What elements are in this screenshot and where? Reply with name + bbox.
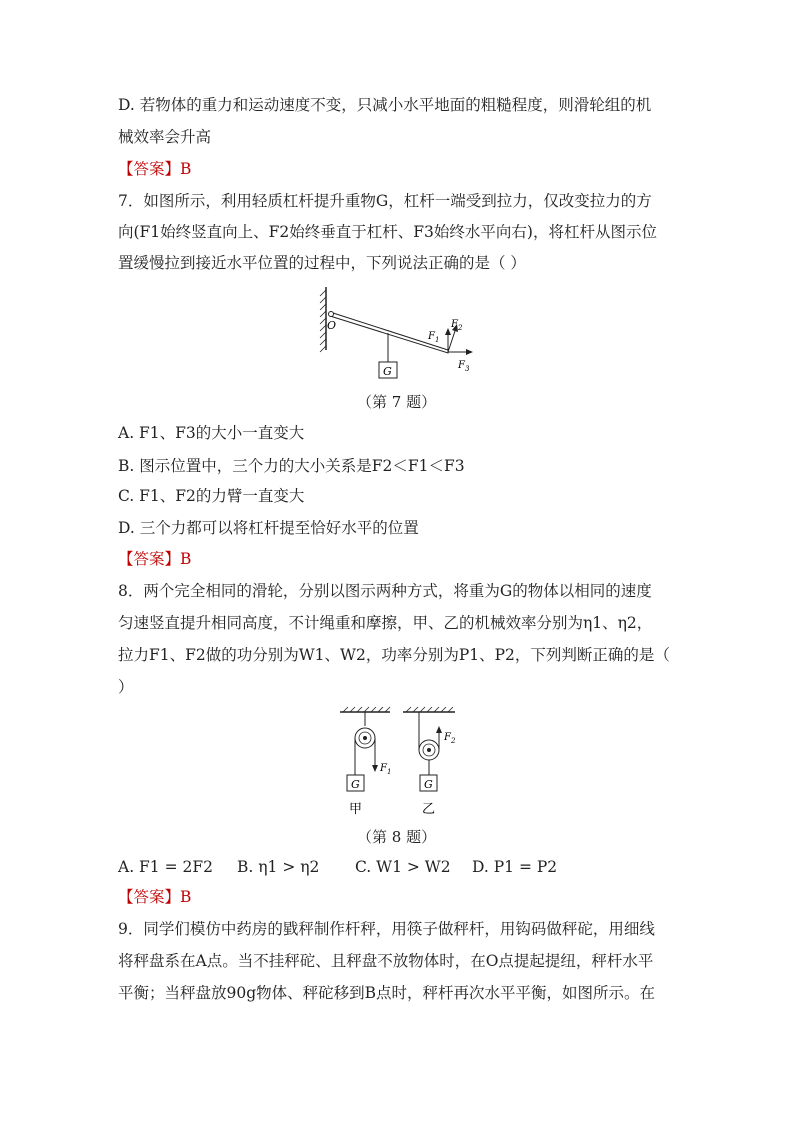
q9-stem-line2: 将秤盘系在A点。当不挂秤砣、且秤盘不放物体时，在O点提起提纽，秤杆水平 (118, 952, 654, 970)
left-weight-label: G (351, 778, 360, 791)
q7-option-b: B. 图示位置中，三个力的大小关系是F2＜F1＜F3 (118, 457, 465, 475)
q8-option-c: C. W1 > W2 (355, 858, 451, 876)
q8-option-a: A. F1 = 2F2 (118, 858, 213, 876)
right-weight-label: G (424, 778, 433, 791)
q7-option-a: A. F1、F3的大小一直变大 (118, 424, 305, 442)
q7-answer (118, 548, 191, 570)
q8-answer (118, 886, 191, 908)
answer-label: 【答案】 (118, 550, 181, 568)
q8-figure-caption: （第 8 题） (357, 828, 437, 846)
q7-figure-caption: （第 7 题） (357, 393, 437, 411)
q7-lever-figure (318, 282, 483, 382)
f1-label: $F_1$ (428, 331, 440, 344)
q8-stem-line3: 拉力F1、F2做的功分别为W1、W2，功率分别为P1、P2，下列判断正确的是（ (118, 646, 670, 664)
q8-stem-line1: 8．两个完全相同的滑轮，分别以图示两种方式，将重为G的物体以相同的速度 (118, 582, 652, 600)
answer-label: 【答案】 (118, 160, 181, 178)
answer-value: B (180, 550, 192, 568)
f3-label: $F_3$ (458, 360, 470, 373)
q6-option-d-line1: D. 若物体的重力和运动速度不变，只减小水平地面的粗糙程度，则滑轮组的机 (118, 96, 652, 114)
answer-value: B (180, 160, 192, 178)
answer-value: B (180, 888, 192, 906)
q8-option-b: B. η1 > η2 (237, 858, 320, 876)
q8-stem-line4: ） (118, 678, 134, 696)
weight-label: G (383, 365, 392, 378)
q7-option-c: C. F1、F2的力臂一直变大 (118, 487, 305, 505)
q7-stem-line3: 置缓慢拉到接近水平位置的过程中，下列说法正确的是（ ） (118, 254, 526, 272)
q7-option-d: D. 三个力都可以将杠杆提至恰好水平的位置 (118, 519, 419, 537)
q8-pulley-figure (335, 704, 465, 824)
answer-label: 【答案】 (118, 888, 181, 906)
q7-stem-line2: 向(F1始终竖直向上、F2始终垂直于杠杆、F3始终水平向右)，将杠杆从图示位 (118, 223, 657, 241)
q8-option-d: D. P1 = P2 (472, 858, 558, 876)
f2-label: $F_2$ (451, 319, 463, 332)
q9-stem-line1: 9．同学们模仿中药房的戥秤制作杆秤，用筷子做秤杆，用钩码做秤砣，用细线 (118, 920, 655, 938)
f1-label: $F_1$ (380, 763, 392, 776)
q7-stem-line1: 7．如图所示，利用轻质杠杆提升重物G，杠杆一端受到拉力，仅改变拉力的方 (118, 192, 652, 210)
label-yi: 乙 (422, 802, 436, 817)
q6-option-d-line2: 械效率会升高 (118, 128, 212, 146)
pivot-label: O (327, 319, 337, 332)
q6-answer (118, 158, 191, 180)
label-jia: 甲 (349, 802, 363, 817)
q9-stem-line3: 平衡；当秤盘放90g物体、秤砣移到B点时，秤杆再次水平平衡，如图所示。在 (118, 984, 656, 1002)
q8-stem-line2: 匀速竖直提升相同高度，不计绳重和摩擦，甲、乙的机械效率分别为η1、η2， (118, 614, 653, 632)
f2-label: $F_2$ (444, 732, 456, 745)
